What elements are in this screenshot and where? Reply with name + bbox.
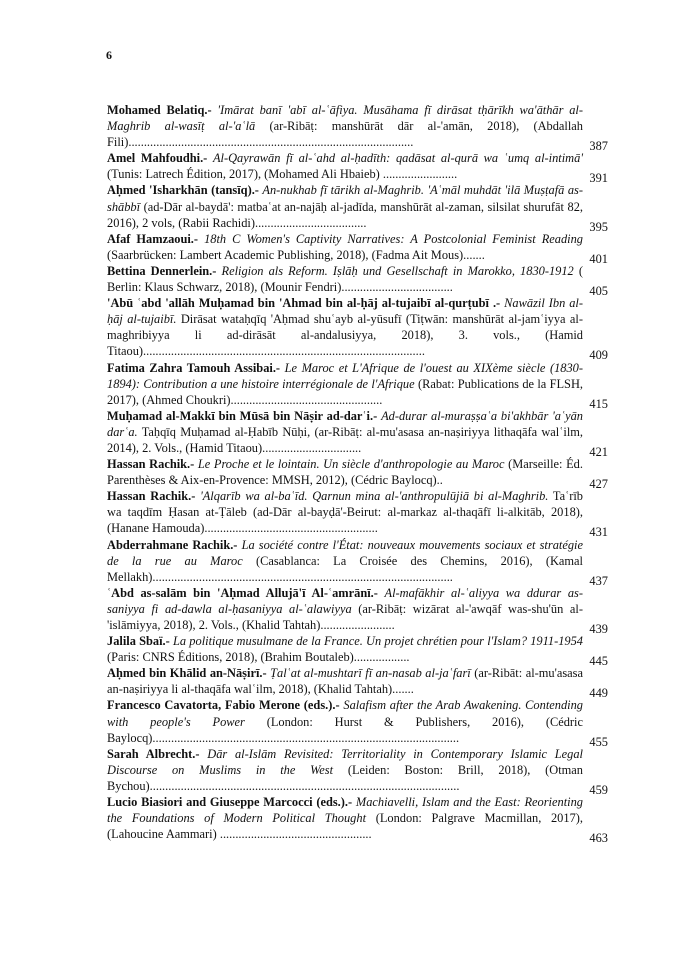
entry-title: Ad-durar al-muraṣṣaʿa bi'akhbār 'aʿyān darʿa. [107, 408, 583, 439]
entry-title: Le Proche et le lointain. Un siècle d'anthropologie au Maroc [197, 457, 505, 472]
entry-publication: ( Berlin: Klaus Schwarz, 2018), (Mounir Fendri).................................... [107, 263, 584, 295]
entry-publication: Taḥqīq Muḥamad al-Ḥabīb Nūḥi, (ar-Ribāṭ: al-mu'asasa an-naṣiriyya lithaqāfa walʿilm, 2014), 2. Vols., (Hamid Titaou)................................ [107, 424, 583, 455]
entry-title: 18th C Women's Captivity Narratives: A Postcolonial Feminist Reading [204, 231, 583, 246]
entry-publication: Taʿrīb wa taqdīm Ḥasan at-Ṭāleb (ad-Dār al-bayḍā'-Beirut: al-markaz al-thaqāfī li-alkitāb, 2018), (Hanane Hamouda)........................................................ [107, 489, 583, 536]
toc-entry-11 [107, 537, 608, 588]
toc-entry-14 [107, 665, 608, 701]
entry-title: Le Maroc et L'Afrique de l'ouest au XIXème siècle (1830-1894): Contribution a une histoire interrégionale de l'Afrique [107, 360, 583, 391]
entry-author: Lucio Biasiori and Giuseppe Marcocci (eds.).- [107, 795, 353, 810]
entry-title: Religion als Reform. Iṣlāḥ und Gesellschaft in Marokko, 1830-1912 [221, 263, 574, 278]
toc-entry-7 [107, 360, 608, 411]
entry-publication: (Marseille: Éd. Parenthèses & Aix-en-Provence: MMSH, 2012), (Cédric Baylocq).. [107, 457, 583, 488]
toc-entry-12 [107, 585, 608, 636]
entry-author: Aḥmed 'Isharkhān (tansīq).- [107, 183, 259, 198]
entry-page-number: 395 [589, 219, 608, 234]
entry-page-number: 391 [589, 171, 608, 186]
entry-publication: (London: Palgrave Macmillan, 2017), (Lahoucine Aammari) ................................................. [107, 811, 583, 842]
entry-author: Aḥmed bin Khālid an-Nāṣirī.- [107, 666, 267, 681]
entry-publication: (Casablanca: La Croisée des Chemins, 2016), (Kamal Mellakh)................................................................................................. [107, 553, 583, 584]
entry-author: ʿAbd as-salām bin 'Aḥmad Allujā'ī Al-ʿamrānī.- [107, 585, 378, 600]
entry-author: Mohamed Belatiq.- [107, 103, 212, 117]
entry-publication: (Leiden: Boston: Brill, 2018), (Otman Bychou).................................................................................................... [107, 762, 583, 793]
entry-author: Francesco Cavatorta, Fabio Merone (eds.).- [107, 698, 340, 713]
entry-title: Al-Qayrawān fī al-ʿahd al-ḥadīth: qadāsat al-qurā wa ʿumq al-intimā' [212, 151, 583, 166]
entry-title: 'Imārat banī 'abī al-ʿāfiya. Musāhama fī dirāsat tḥārīkh wa'āthār al-Maghrib al-wasīṭ al-'aʿlā [107, 103, 583, 134]
entry-author: Amel Mahfoudhi.- [107, 151, 208, 166]
entry-page-number: 463 [589, 831, 608, 846]
entry-page-number: 405 [589, 284, 608, 299]
toc-entry-3 [107, 182, 608, 234]
entry-title: Dār al-Islām Revisited: Territoriality in Contemporary Islamic Legal Discourse on Muslims in the West [107, 746, 583, 777]
toc-entry-4 [107, 231, 608, 266]
entry-author: Jalila Sbaï.- [107, 634, 170, 649]
entry-publication: (Rabat: Publications de la FLSH, 2017), (Ahmed Choukri)................................................. [107, 376, 583, 407]
entry-publication: (ar-Ribāt: al-mu'asasa an-naṣiriyya li al-thaqāfa walʿilm, 2018), (Khalid Tahtah)....... [107, 666, 583, 697]
page-number: 6 [106, 48, 112, 62]
entry-page-number: 431 [589, 525, 608, 540]
entry-author: Hassan Rachik.- [107, 457, 195, 472]
entry-page-number: 459 [589, 782, 608, 797]
entry-title: Al-mafākhir al-ʿaliyya wa ddurar as-saniyya fi ad-dawla al-ḥasaniyya al-ʿalawiyya [107, 585, 583, 616]
entry-author: Sarah Albrecht.- [107, 746, 200, 761]
table-of-contents [107, 102, 608, 846]
entry-author: Fatima Zahra Tamouh Assibai.- [107, 360, 281, 375]
toc-entry-6 [107, 295, 608, 363]
toc-entry-15 [107, 697, 608, 749]
entry-publication: (Saarbrücken: Lambert Academic Publishing, 2018), (Fadma Ait Mous)....... [107, 247, 485, 262]
entry-title: La société contre l'État: nouveaux mouvements sociaux et stratégie de la rue au Maroc [107, 537, 583, 568]
entry-title: Salafism after the Arab Awakening. Contending with people's Power [107, 698, 583, 729]
toc-entry-13 [107, 633, 608, 669]
entry-title: La politique musulmane de la France. Un projet chrétien pour l'Islam? 1911-1954 [173, 634, 583, 649]
toc-entry-9 [107, 456, 608, 492]
entry-page-number: 439 [589, 622, 608, 636]
toc-entry-2 [107, 150, 608, 186]
toc-entry-17 [107, 794, 608, 846]
entry-title: Ṭalʿat al-mushtarī fī an-nasab al-jaʿfarī [270, 666, 471, 681]
entry-author: Hassan Rachik.- [107, 489, 196, 504]
entry-page-number: 409 [589, 348, 608, 363]
toc-entry-8 [107, 408, 608, 459]
entry-publication: (ar-Ribāṭ: manshūrāt dār al-'amān, 2018), (Abdallah Fili)............................................................................................ [107, 119, 583, 150]
entry-page-number: 449 [589, 686, 608, 701]
entry-author: Bettina Dennerlein.- [107, 263, 217, 278]
entry-page-number: 445 [589, 654, 608, 669]
entry-publication: (ar-Ribāṭ: wizārat al-'awqāf was-shu'ūn al-'islāmiyya, 2018), 2. Vols., (Khalid Tahtah)........................ [107, 601, 583, 632]
entry-page-number: 455 [589, 734, 608, 749]
entry-title: Nawāzil Ibn al-ḥāj al-tujaibī. [107, 296, 583, 327]
entry-author: Muḥamad al-Makkī bin Mūsā bin Nāṣir ad-darʿi.- [107, 408, 378, 423]
entry-author: Afaf Hamzaoui.- [107, 231, 199, 246]
entry-title: An-nukhab fī tārikh al-Maghrib. 'Aʿmāl muhdāt 'ilā Muṣṭafā as-shābbī [107, 183, 583, 214]
entry-title: Machiavelli, Islam and the East: Reorienting the Foundations of Modern Political Thought [107, 795, 583, 826]
entry-publication: (Paris: CNRS Éditions, 2018), (Brahim Boutaleb).................. [107, 650, 410, 665]
entry-page-number: 387 [589, 139, 608, 154]
entry-title: 'Alqarīb wa al-baʿīd. Qarnun mina al-'anthropulūjiā bi al-Maghrib. [200, 489, 549, 504]
entry-publication: (London: Hurst & Publishers, 2016), (Cédric Baylocq)................................................................................................... [107, 714, 583, 745]
entry-page-number: 415 [589, 396, 608, 411]
toc-entry-1 [107, 102, 608, 154]
entry-publication: (Tunis: Latrech Édition, 2017), (Mohamed Ali Hbaieb) ........................ [107, 167, 458, 182]
entry-author: Abderrahmane Rachik.- [107, 537, 238, 552]
entry-page-number: 421 [589, 444, 608, 459]
toc-entry-5 [107, 263, 608, 299]
entry-publication: Dirāsat wataḥqīq 'Aḥmad shuʿayb al-yūsufī (Tiṭwān: manshūrāt al-jamʿiyya al-maghribiyya li ad-dirāsāt al-andalusiyya, 2018), 3. vols., (Hamid Titaou)........................................................................................... [107, 312, 583, 359]
entry-author: 'Abū ʿabd 'allāh Muḥamad bin 'Ahmad bin al-ḥāj al-tujaibī al-qurṭubī .- [107, 296, 501, 311]
toc-entry-16 [107, 746, 608, 797]
toc-entry-10 [107, 488, 608, 540]
entry-page-number: 437 [589, 573, 608, 588]
entry-page-number: 401 [589, 251, 608, 266]
entry-page-number: 427 [589, 477, 608, 492]
entry-publication: (ad-Dār al-baydā': matbaʿat an-najāḥ al-jadīda, manshūrāt al-zaman, silsilat shurufāt 82, 2016), 2 vols, (Rabii Rachidi).................................... [107, 199, 583, 230]
